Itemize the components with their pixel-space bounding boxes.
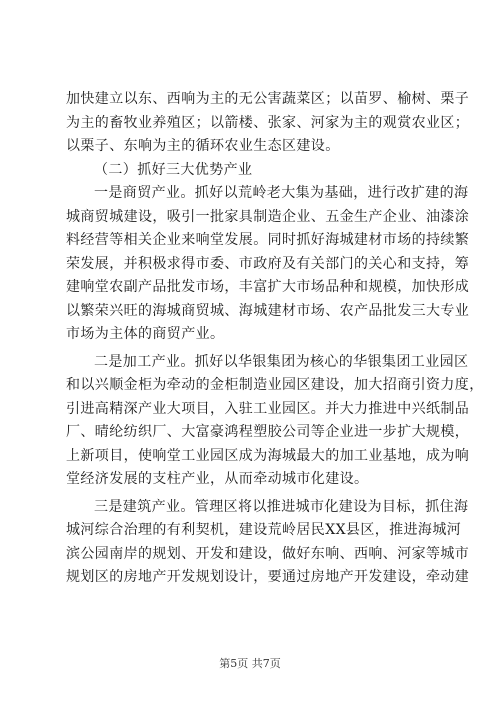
text-line: 和以兴顺金柜为牵动的金柜制造业园区建设，加大招商引资力度，: [66, 377, 484, 393]
text-line: 建响堂农副产品批发市场，丰富扩大市场品种和规模，加快形成: [66, 279, 470, 295]
paragraph-top: [66, 88, 470, 159]
text-line: 堂经济发展的支柱产业，从而牵动城市化建设。: [66, 471, 369, 487]
text-line: 城河综合治理的有利契机，建设荒岭居民XX县区，推进海城河: [66, 522, 462, 538]
text-line: 加快建立以东、西响为主的无公害蔬菜区；以苗罗、榆树、栗子: [66, 91, 470, 107]
text-line: 滨公园南岸的规划、开发和建设，做好东响、西响、河家等城市: [66, 545, 470, 562]
paragraph-commerce: [66, 182, 470, 347]
text-line: 一是商贸产业。抓好以荒岭老大集为基础，进行改扩建的海: [94, 185, 469, 201]
text-line: 上新项目，使响堂工业园区成为海城最大的加工业基地，成为响: [66, 447, 470, 464]
text-line: 厂、晴纶纺织厂、大富豪鸿程塑胶公司等企业进一步扩大规模，: [66, 424, 470, 440]
text-line: 引进高精深产业大项目，入驻工业园区。并大力推进中兴纸制品: [66, 400, 470, 417]
text-line: 料经营等相关企业来响堂发展。同时抓好海城建材市场的持续繁: [66, 232, 470, 248]
text-line: 二是加工产业。抓好以华银集团为核心的华银集团工业园区: [94, 353, 469, 370]
page-number-footer: 第5页 共7页: [219, 657, 281, 670]
text-line: 以栗子、东响为主的循环农业生态区建设。: [66, 138, 340, 154]
text-line: 三是建筑产业。管理区将以推进城市化建设为目标，抓住海: [94, 498, 469, 515]
text-line: 市场为主体的商贸产业。: [66, 326, 225, 342]
section-heading: （二）抓好三大优势产业: [94, 161, 253, 178]
text-line: 以繁荣兴旺的海城商贸城、海城建材市场、农产品批发三大专业: [66, 302, 470, 319]
paragraph-construction: [66, 496, 470, 590]
paragraph-processing: [66, 351, 484, 492]
text-line: 城商贸城建设，吸引一批家具制造企业、五金生产企业、油漆涂: [66, 208, 470, 225]
text-line: 为主的畜牧业养殖区；以箭楼、张家、河家为主的观赏农业区；: [66, 114, 470, 131]
text-line: 荣发展，并积极求得市委、市政府及有关部门的关心和支持，筹: [66, 255, 470, 272]
document-body: [66, 88, 484, 590]
text-line: 规划区的房地产开发规划设计，要通过房地产开发建设，牵动建: [66, 569, 470, 585]
